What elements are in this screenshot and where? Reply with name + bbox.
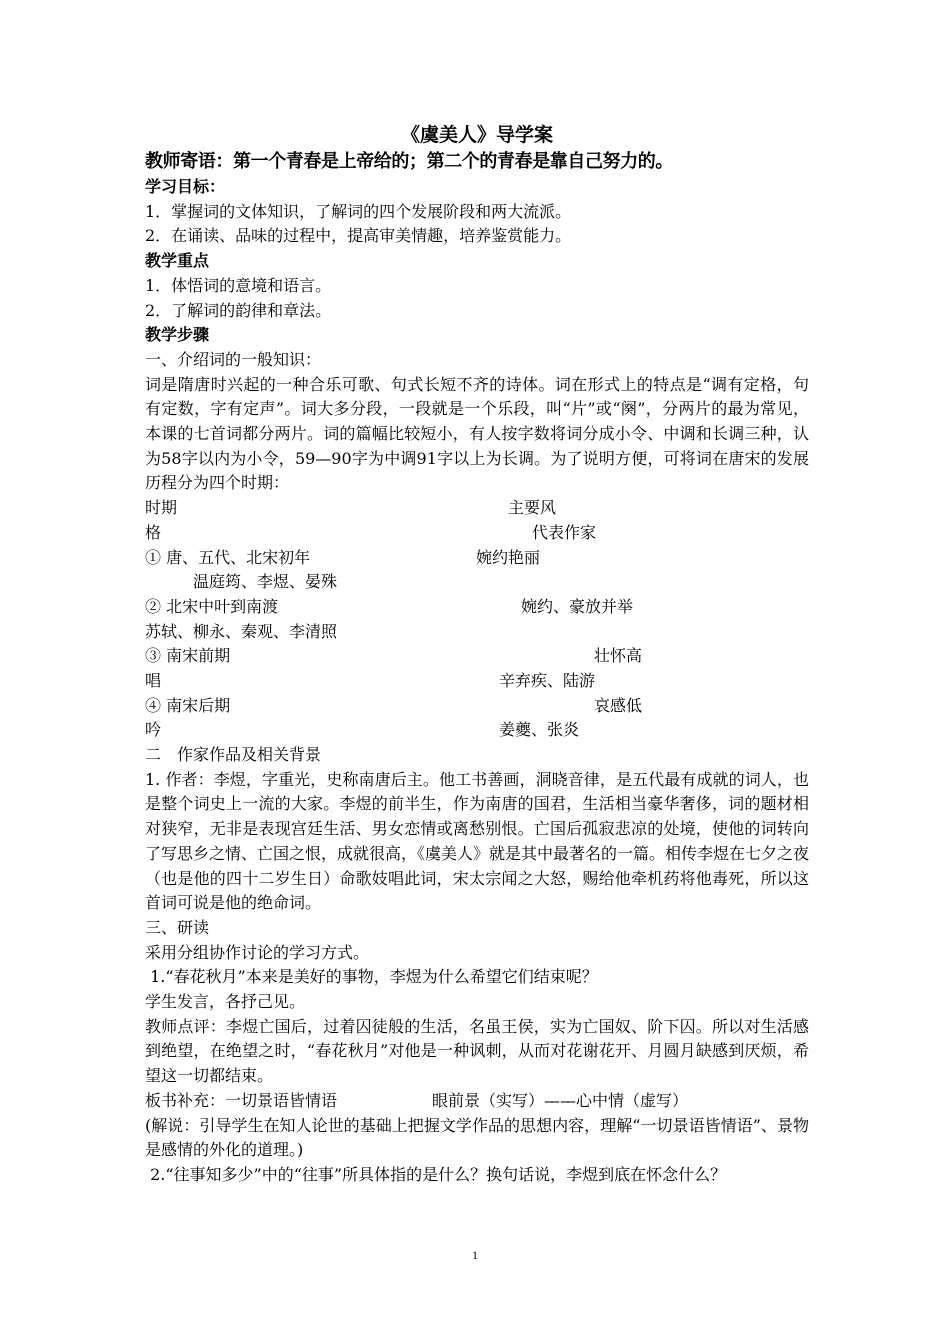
table-row bbox=[145, 546, 809, 571]
table-cell: 婉约艳丽 bbox=[476, 547, 541, 567]
table-row bbox=[145, 620, 809, 645]
board-note-right: 眼前景（实写）——心中情（虚写） bbox=[432, 1090, 689, 1110]
key-point-item: 1．体悟词的意境和语言。 bbox=[145, 275, 332, 295]
doc-title: 《虞美人》导学案 bbox=[400, 124, 553, 146]
key-points-heading: 教学重点 bbox=[145, 251, 210, 271]
table-cell: ③ 南宋前期 bbox=[145, 646, 231, 666]
section-heading: 三、研读 bbox=[145, 917, 210, 937]
author-paragraph: 1. 作者：李煜，字重光，史称南唐后主。他工书善画，洞晓音律，是五代最有成就的词人，也是整个词史上一流的大家。李煜的前半生，作为南唐的国君，生活相当豪华奢侈，词的题材相对狭窄，无非是表现宫廷生活、男女恋情或离愁别恨。亡国后孤寂悲凉的处境，使他的词转向了写思乡之情、亡国之恨，成就很高，《虞美人》就是其中最著名的一篇。相传李煜在七夕之夜（也是他的四十二岁生日）命歌妓唱此词，宋太宗闻之大怒，赐给他牵机药将他毒死，所以这首词可说是他的绝命词。 bbox=[145, 769, 810, 913]
period-table bbox=[145, 496, 809, 743]
steps-heading: 教学步骤 bbox=[145, 325, 210, 345]
table-cell: 格 bbox=[145, 522, 162, 542]
study-method: 采用分组协作讨论的学习方式。 bbox=[145, 942, 370, 962]
table-row bbox=[145, 694, 809, 719]
table-cell: 辛弃疾、陆游 bbox=[499, 670, 596, 690]
document-page bbox=[145, 122, 809, 1188]
table-cell: 姜夔、张炎 bbox=[499, 720, 580, 740]
question-2: 2.“往事知多少”中的“往事”所具体指的是什么？换句话说，李煜到底在怀念什么？ bbox=[145, 1164, 727, 1184]
table-cell: ② 北宋中叶到南渡 bbox=[145, 596, 279, 616]
table-cell: ④ 南宋后期 bbox=[145, 695, 231, 715]
page-number: 1 bbox=[472, 1248, 478, 1262]
table-row bbox=[145, 496, 809, 521]
table-row bbox=[145, 570, 809, 595]
question-1: 1.“春花秋月”本来是美好的事物，李煜为什么希望它们结束呢？ bbox=[145, 967, 598, 987]
table-cell: 婉约、豪放并举 bbox=[521, 596, 634, 616]
table-cell: 时期 bbox=[145, 498, 178, 518]
table-cell: 吟 bbox=[145, 720, 162, 740]
table-cell: 主要风 bbox=[508, 498, 557, 518]
key-point-item: 2．了解词的韵律和章法。 bbox=[145, 300, 332, 320]
intro-paragraph: 词是隋唐时兴起的一种合乐可歌、句式长短不齐的诗体。词在形式上的特点是“调有定格，句有定数，字有定声”。词大多分段，一段就是一个乐段，叫“片”或“阕”，分两片的最为常见，本课的七首词都分两片。词的篇幅比较短小，有人按字数将词分成小令、中调和长调三种，认为58字以内为小令，59—90字为中调91字以上为长调。为了说明方便，可将词在唐宋的发展历程分为四个时期： bbox=[145, 374, 809, 493]
teacher-motto: 教师寄语：第一个青春是上帝给的；第二个的青春是靠自己努力的。 bbox=[145, 151, 673, 172]
table-row bbox=[145, 644, 809, 669]
objectives-heading: 学习目标： bbox=[145, 177, 226, 196]
table-row bbox=[145, 669, 809, 694]
table-cell: 唱 bbox=[145, 670, 162, 690]
explanation: (解说：引导学生在知人论世的基础上把握文学作品的思想内容，理解“一切景语皆情语”、景物是感情的外化的道理。) bbox=[145, 1115, 809, 1160]
table-row bbox=[145, 595, 809, 620]
table-cell: 代表作家 bbox=[532, 522, 597, 542]
table-cell: ① 唐、五代、北宋初年 bbox=[145, 547, 311, 567]
board-note bbox=[145, 1089, 809, 1114]
objective-item: 1．掌握词的文体知识，了解词的四个发展阶段和两大流派。 bbox=[145, 201, 572, 221]
objective-item: 2．在诵读、品味的过程中，提高审美情趣，培养鉴赏能力。 bbox=[145, 226, 572, 246]
table-cell: 温庭筠、李煜、晏殊 bbox=[193, 572, 338, 592]
teacher-comment: 教师点评：李煜亡国后，过着囚徒般的生活，名虽王侯，实为亡国奴、阶下囚。所以对生活感到绝望，在绝望之时，“春花秋月”对他是一种讽刺，从而对花谢花开、月圆月缺感到厌烦，希望这一切都结束。 bbox=[145, 1016, 809, 1086]
board-note-left: 板书补充：一切景语皆情语 bbox=[145, 1090, 338, 1110]
table-row bbox=[145, 521, 809, 546]
section-heading: 一、介绍词的一般知识： bbox=[145, 349, 322, 369]
section-heading: 二 作家作品及相关背景 bbox=[145, 745, 322, 765]
table-cell: 哀感低 bbox=[594, 695, 643, 715]
table-row bbox=[145, 718, 809, 743]
table-cell: 苏轼、柳永、秦观、李清照 bbox=[145, 621, 338, 641]
student-answer: 学生发言，各抒己见。 bbox=[145, 992, 306, 1012]
table-cell: 壮怀高 bbox=[594, 646, 643, 666]
